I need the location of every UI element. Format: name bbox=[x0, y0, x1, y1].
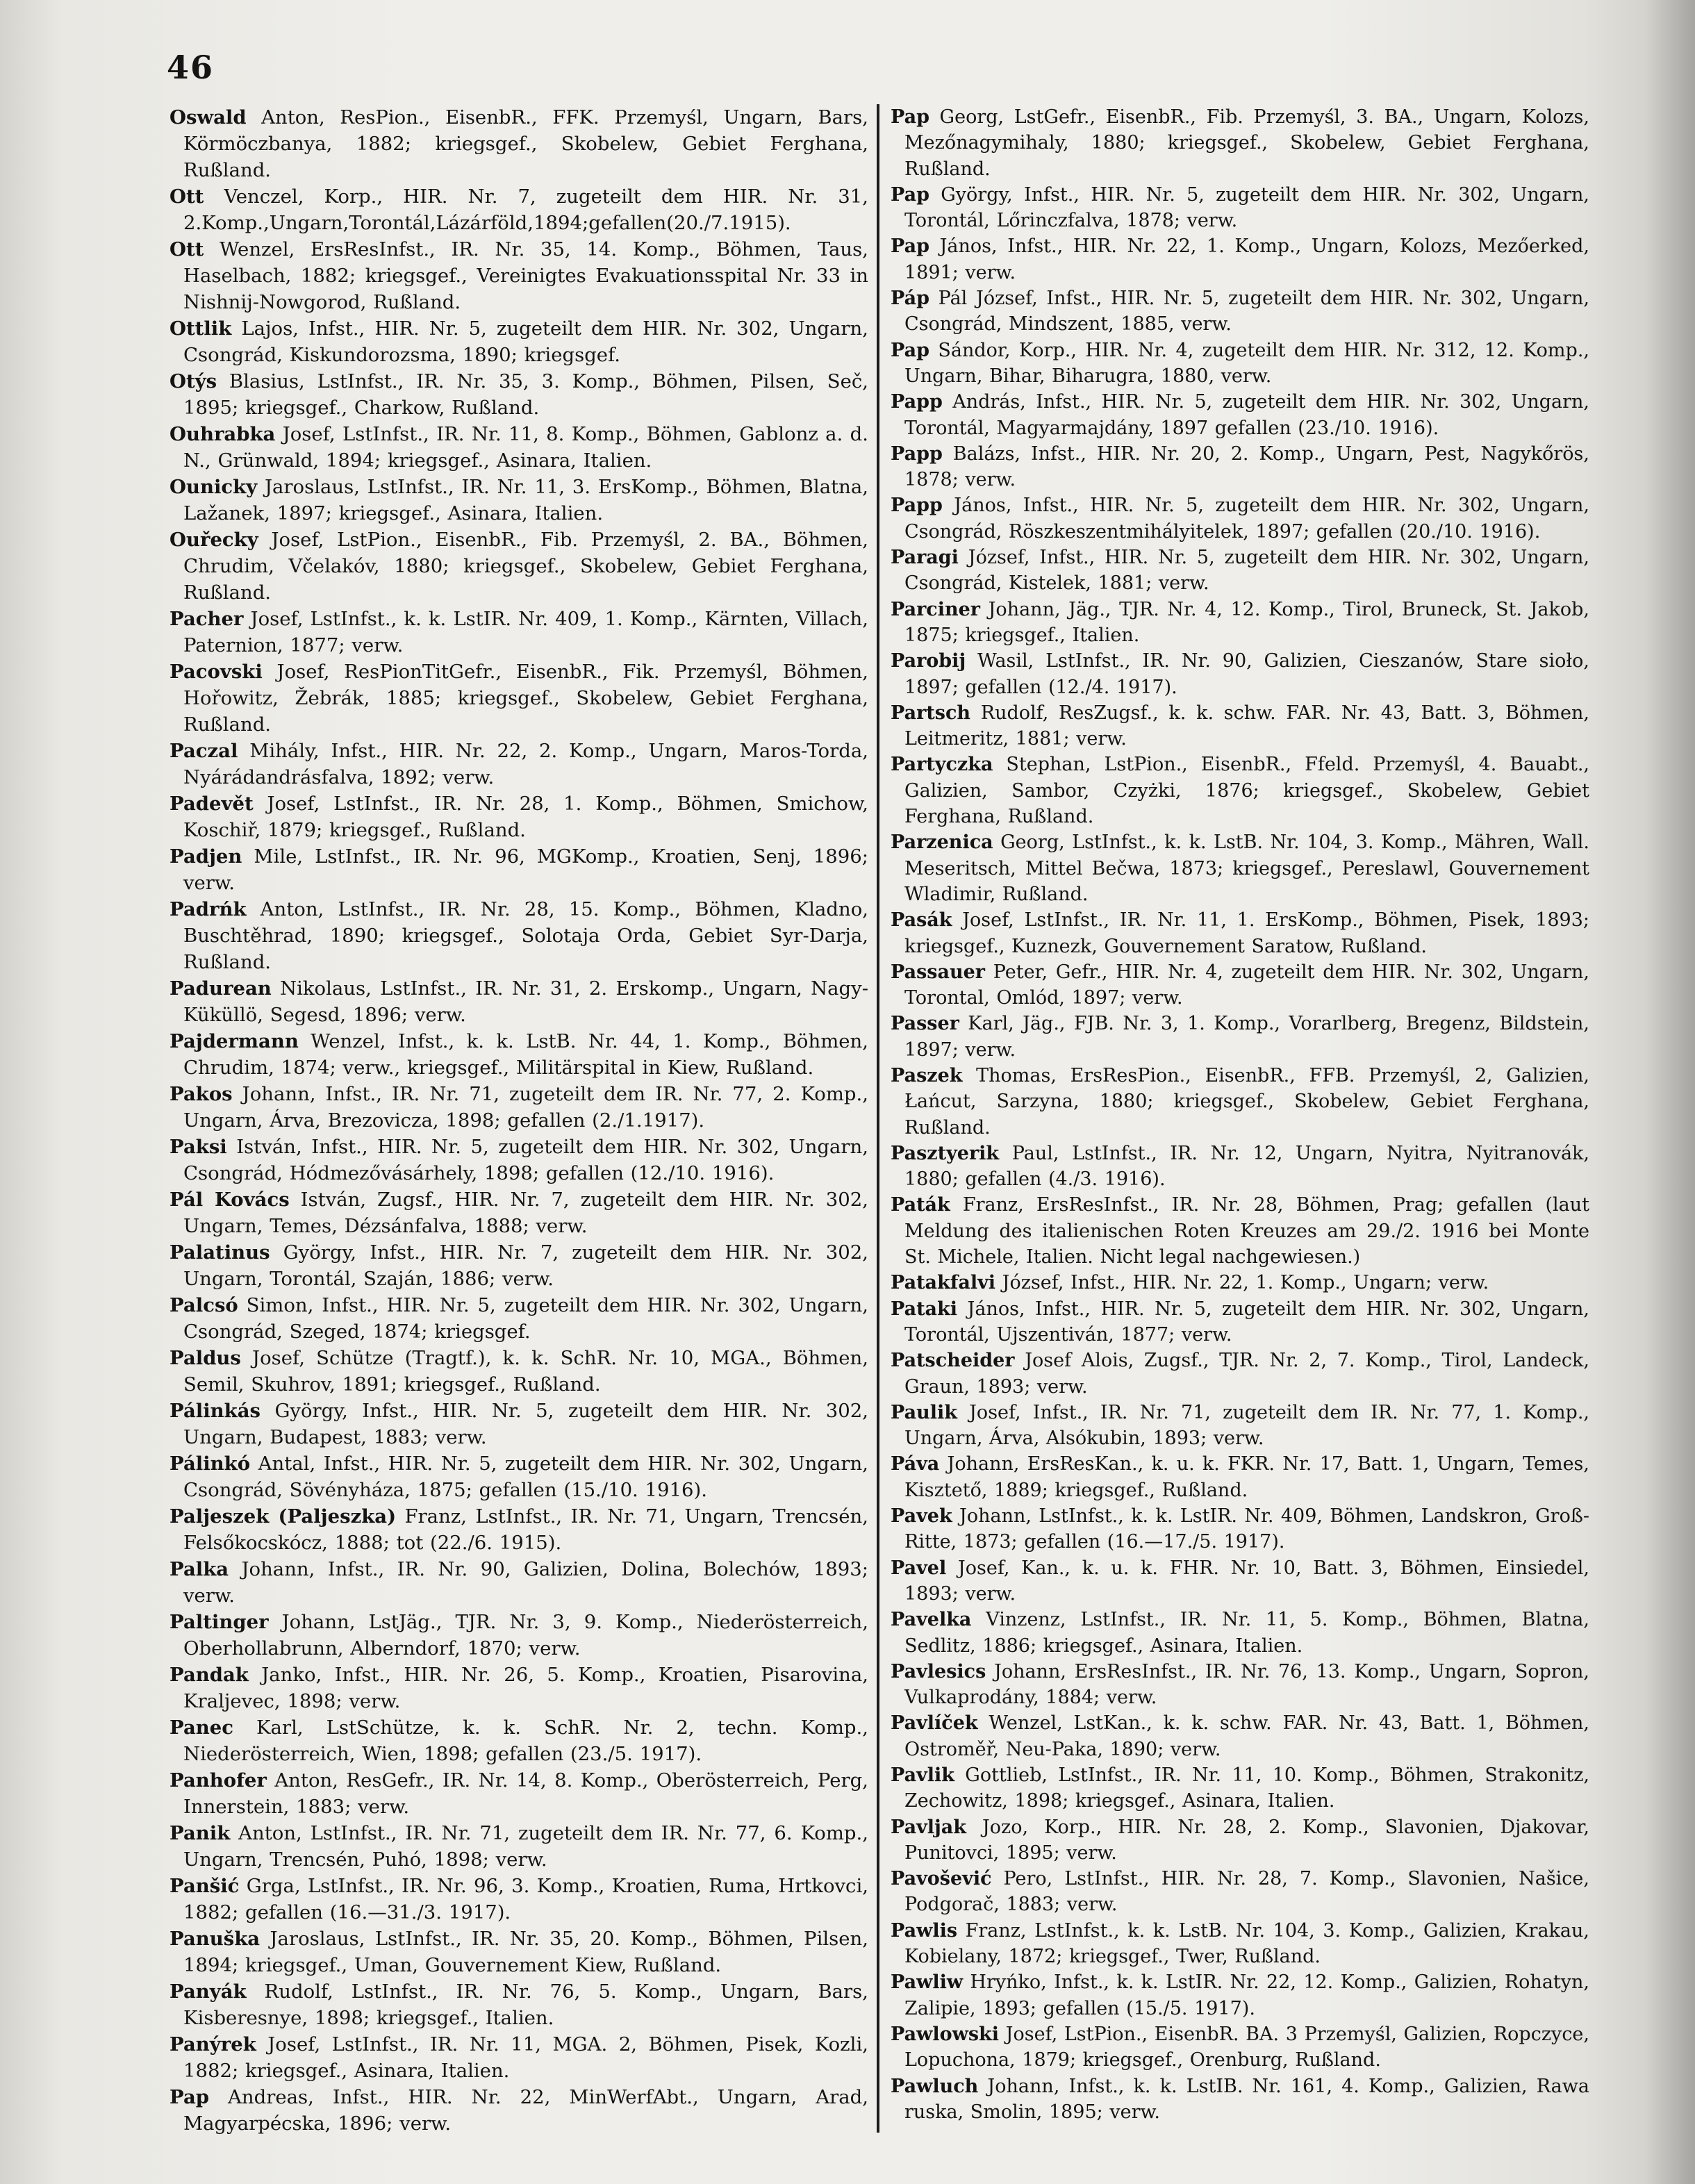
casualty-entry bbox=[170, 1873, 868, 1926]
casualty-entry bbox=[891, 1192, 1589, 1270]
entry-surname: Pawliw bbox=[891, 1971, 964, 1994]
entry-details: Janko, Infst., HIR. Nr. 26, 5. Komp., Kroatien, Pisarovina, Kraljevec, 1898; verw. bbox=[183, 1664, 868, 1712]
entry-details: Stephan, LstPion., EisenbR., Ffeld. Przemyśl, 4. Bauabt., Galizien, Sambor, Czyżki, 1876; kriegsgef., Skobelew, Gebiet Ferghana, Rußland. bbox=[904, 754, 1589, 828]
entry-surname: Pajdermann bbox=[170, 1030, 299, 1052]
casualty-entry bbox=[891, 2074, 1589, 2126]
entry-surname: Parzenica bbox=[891, 832, 993, 854]
casualty-entry bbox=[170, 1714, 868, 1767]
entry-details: Nikolaus, LstInfst., IR. Nr. 31, 2. Erskomp., Ungarn, Nagy-Küküllö, Segesd, 1896; verw. bbox=[183, 977, 868, 1026]
casualty-entry bbox=[170, 1820, 868, 1873]
entry-surname: Parobij bbox=[891, 650, 966, 672]
entry-surname: Pap bbox=[170, 2086, 209, 2108]
casualty-entry bbox=[170, 1081, 868, 1134]
entry-surname: Pacher bbox=[170, 608, 244, 630]
entry-surname: Papp bbox=[891, 391, 943, 413]
entry-surname: Passer bbox=[891, 1013, 959, 1035]
entry-details: József, Infst., HIR. Nr. 5, zugeteilt dem HIR. Nr. 302, Ungarn, Csongrád, Kistelek, 1881; verw. bbox=[904, 547, 1589, 595]
entry-details: Josef, LstInfst., IR. Nr. 28, 1. Komp., Böhmen, Smichow, Koschiř, 1879; kriegsgef., Rußland. bbox=[183, 793, 868, 841]
entry-details: Wenzel, ErsResInfst., IR. Nr. 35, 14. Komp., Böhmen, Taus, Haselbach, 1882; kriegsgef., Vereinigtes Evakuationsspital Nr. 33 in Nishnij-Nowgorod, Rußland. bbox=[183, 238, 868, 313]
entry-surname: Panuška bbox=[170, 1928, 261, 1950]
entry-details: Johann, ErsResKan., k. u. k. FKR. Nr. 17, Batt. 1, Ungarn, Temes, Kisztető, 1889; kriegsgef., Rußland. bbox=[904, 1453, 1589, 1501]
entry-details: Andreas, Infst., HIR. Nr. 22, MinWerfAbt., Ungarn, Arad, Magyarpécska, 1896; verw. bbox=[183, 2086, 868, 2135]
casualty-entry bbox=[170, 1028, 868, 1081]
entry-surname: Pawlis bbox=[891, 1919, 958, 1942]
entry-details: Johann, LstInfst., k. k. LstIR. Nr. 409, Böhmen, Landskron, Groß-Ritte, 1873; gefallen (16.—17./5. 1917). bbox=[904, 1505, 1589, 1553]
entry-details: György, Infst., HIR. Nr. 5, zugeteilt dem HIR. Nr. 302, Ungarn, Budapest, 1883; verw. bbox=[183, 1400, 868, 1448]
entry-details: Mihály, Infst., HIR. Nr. 22, 2. Komp., Ungarn, Maros-Torda, Nyárádandrásfalva, 1892; verw. bbox=[183, 740, 868, 788]
entry-surname: Pap bbox=[891, 339, 929, 361]
page-edge-shadow bbox=[1645, 0, 1695, 2184]
entry-surname: Pasák bbox=[891, 909, 952, 932]
entry-surname: Pavljak bbox=[891, 1816, 966, 1838]
entry-surname: Pavlíček bbox=[891, 1712, 978, 1735]
entry-surname: Pataki bbox=[891, 1298, 958, 1320]
entry-details: Hryńko, Infst., k. k. LstIR. Nr. 22, 12. Komp., Galizien, Rohatyn, Zalipie, 1893; gefallen (15./5. 1917). bbox=[904, 1971, 1589, 2019]
entry-surname: Panýrek bbox=[170, 2033, 256, 2055]
casualty-entry bbox=[891, 104, 1589, 182]
entry-details: Wasil, LstInfst., IR. Nr. 90, Galizien, Cieszanów, Stare sioło, 1897; gefallen (12./4. 1917). bbox=[904, 650, 1589, 698]
casualty-entry bbox=[170, 236, 868, 315]
casualty-entry bbox=[170, 1556, 868, 1609]
entry-details: Blasius, LstInfst., IR. Nr. 35, 3. Komp., Böhmen, Pilsen, Seč, 1895; kriegsgef., Charkow, Rußland. bbox=[183, 370, 868, 419]
entry-details: Sándor, Korp., HIR. Nr. 4, zugeteilt dem HIR. Nr. 312, 12. Komp., Ungarn, Bihar, Biharugra, 1880, verw. bbox=[904, 339, 1589, 387]
casualty-entry bbox=[891, 1141, 1589, 1193]
casualty-entry bbox=[170, 896, 868, 975]
entry-details: Anton, ResGefr., IR. Nr. 14, 8. Komp., Oberösterreich, Perg, Innerstein, 1883; verw. bbox=[183, 1769, 868, 1818]
casualty-entry bbox=[891, 1451, 1589, 1503]
casualty-entry bbox=[170, 104, 868, 183]
entry-details: János, Infst., HIR. Nr. 22, 1. Komp., Ungarn, Kolozs, Mezőerked, 1891; verw. bbox=[904, 235, 1589, 283]
entry-surname: Ottlik bbox=[170, 317, 232, 340]
entry-details: Johann, Infst., IR. Nr. 71, zugeteilt dem IR. Nr. 77, 2. Komp., Ungarn, Árva, Brezovicza, 1898; gefallen (2./1.1917). bbox=[183, 1083, 868, 1132]
entry-surname: Partyczka bbox=[891, 754, 993, 776]
casualty-entry bbox=[891, 1659, 1589, 1711]
casualty-entry bbox=[891, 648, 1589, 700]
entry-surname: Páva bbox=[891, 1453, 940, 1475]
entry-details: Josef, LstInfst., k. k. LstIR. Nr. 409, 1. Komp., Kärnten, Villach, Paternion, 1877; verw. bbox=[183, 608, 868, 656]
casualty-entry bbox=[891, 1710, 1589, 1762]
page-number: 46 bbox=[167, 49, 215, 86]
entry-surname: Padrńk bbox=[170, 898, 247, 920]
entry-details: Mile, LstInfst., IR. Nr. 96, MGKomp., Kroatien, Senj, 1896; verw. bbox=[183, 845, 868, 894]
column-divider bbox=[877, 104, 879, 2133]
casualty-entry bbox=[891, 752, 1589, 829]
entry-surname: Paták bbox=[891, 1194, 950, 1216]
casualty-entry bbox=[891, 1400, 1589, 1452]
entry-details: András, Infst., HIR. Nr. 5, zugeteilt dem HIR. Nr. 302, Ungarn, Torontál, Magyarmajdány, 1897 gefallen (23./10. 1916). bbox=[904, 391, 1589, 439]
casualty-entry bbox=[891, 1348, 1589, 1400]
entry-surname: Panyák bbox=[170, 1980, 247, 2003]
entry-details: Johann, Infst., k. k. LstIB. Nr. 161, 4. Komp., Galizien, Rawa ruska, Smolin, 1895; verw. bbox=[904, 2075, 1589, 2123]
entry-details: Balázs, Infst., HIR. Nr. 20, 2. Komp., Ungarn, Pest, Nagykőrös, 1878; verw. bbox=[904, 442, 1589, 491]
entry-surname: Ott bbox=[170, 185, 204, 208]
entry-details: István, Infst., HIR. Nr. 5, zugeteilt dem HIR. Nr. 302, Ungarn, Csongrád, Hódmezővásárhely, 1898; gefallen (12./10. 1916). bbox=[183, 1136, 868, 1184]
entry-surname: Pavlik bbox=[891, 1764, 954, 1786]
entry-details: Thomas, ErsResPion., EisenbR., FFB. Przemyśl, 2, Galizien, Łańcut, Sarzyna, 1880; kriegsgef., Skobelew, Gebiet Ferghana, Rußland. bbox=[904, 1064, 1589, 1139]
entry-surname: Papp bbox=[891, 495, 943, 517]
entry-surname: Passauer bbox=[891, 961, 986, 983]
entry-surname: Paragi bbox=[891, 547, 959, 569]
entry-details: Pero, LstInfst., HIR. Nr. 28, 7. Komp., Slavonien, Našice, Podgorač, 1883; verw. bbox=[904, 1868, 1589, 1916]
entry-details: Jozo, Korp., HIR. Nr. 28, 2. Komp., Slavonien, Djakovar, Punitovci, 1895; verw. bbox=[904, 1816, 1589, 1864]
entry-surname: Pálinkó bbox=[170, 1453, 251, 1475]
entry-surname: Palatinus bbox=[170, 1241, 270, 1264]
entry-surname: Panik bbox=[170, 1822, 231, 1844]
entry-surname: Padurean bbox=[170, 977, 272, 1000]
entry-details: Anton, LstInfst., IR. Nr. 71, zugeteilt dem IR. Nr. 77, 6. Komp., Ungarn, Trencsén, Puhó, 1898; verw. bbox=[183, 1822, 868, 1871]
entry-surname: Paltinger bbox=[170, 1611, 269, 1633]
casualty-entry bbox=[891, 1918, 1589, 1970]
casualty-entry bbox=[170, 1239, 868, 1292]
casualty-entry bbox=[891, 1762, 1589, 1814]
casualty-entry bbox=[891, 286, 1589, 338]
entry-surname: Oswald bbox=[170, 106, 247, 129]
entry-details: Grga, LstInfst., IR. Nr. 96, 3. Komp., Kroatien, Ruma, Hrtkovci, 1882; gefallen (16.—31./3. 1917). bbox=[183, 1875, 868, 1924]
entry-details: Josef, Infst., IR. Nr. 71, zugeteilt dem IR. Nr. 77, 1. Komp., Ungarn, Árva, Alsókubin, 1893; verw. bbox=[904, 1401, 1589, 1450]
entry-surname: Pap bbox=[891, 183, 929, 206]
casualty-entry bbox=[170, 1134, 868, 1186]
casualty-entry bbox=[891, 1011, 1589, 1063]
entry-details: Paul, LstInfst., IR. Nr. 12, Ungarn, Nyitra, Nyitranovák, 1880; gefallen (4./3. 1916). bbox=[904, 1142, 1589, 1191]
entry-details: Rudolf, ResZugsf., k. k. schw. FAR. Nr. 43, Batt. 3, Böhmen, Leitmeritz, 1881; verw. bbox=[904, 702, 1589, 750]
entry-details: Franz, LstInfst., k. k. LstB. Nr. 104, 3. Komp., Galizien, Krakau, Kobielany, 1872; kriegsgef., Twer, Rußland. bbox=[904, 1919, 1589, 1968]
casualty-entry bbox=[891, 441, 1589, 493]
entry-surname: Páp bbox=[891, 288, 929, 310]
casualty-entry bbox=[170, 421, 868, 474]
entry-surname: Patakfalvi bbox=[891, 1272, 996, 1294]
entry-surname: Ouřecky bbox=[170, 529, 258, 551]
entry-surname: Pavošević bbox=[891, 1868, 992, 1890]
casualty-entry bbox=[170, 1609, 868, 1662]
entry-details: Josef, Schütze (Tragtf.), k. k. SchR. Nr. 10, MGA., Böhmen, Semil, Skuhrov, 1891; kriegsgef., Rußland. bbox=[183, 1347, 868, 1396]
casualty-entry bbox=[170, 975, 868, 1028]
casualty-entry bbox=[891, 389, 1589, 441]
entry-details: Peter, Gefr., HIR. Nr. 4, zugeteilt dem HIR. Nr. 302, Ungarn, Torontal, Omlód, 1897; verw. bbox=[904, 961, 1589, 1009]
casualty-entry bbox=[891, 1969, 1589, 2021]
casualty-entry bbox=[891, 700, 1589, 752]
entry-surname: Panhofer bbox=[170, 1769, 267, 1792]
casualty-entry bbox=[170, 1662, 868, 1714]
casualty-entry bbox=[170, 527, 868, 606]
casualty-entry bbox=[170, 1398, 868, 1450]
entry-details: István, Zugsf., HIR. Nr. 7, zugeteilt dem HIR. Nr. 302, Ungarn, Temes, Dézsánfalva, 1888; verw. bbox=[183, 1189, 868, 1237]
entry-details: Josef, ResPionTitGefr., EisenbR., Fik. Przemyśl, Böhmen, Hořowitz, Žebrák, 1885; kriegsgef., Skobelew, Gebiet Ferghana, Rußland. bbox=[183, 661, 868, 736]
entry-details: János, Infst., HIR. Nr. 5, zugeteilt dem HIR. Nr. 302, Ungarn, Torontál, Ujszentiván, 1877; verw. bbox=[904, 1298, 1589, 1346]
left-column bbox=[170, 104, 868, 2137]
casualty-entry bbox=[170, 843, 868, 896]
entry-details: Anton, LstInfst., IR. Nr. 28, 15. Komp., Böhmen, Kladno, Buschtěhrad, 1890; kriegsgef., Solotaja Orda, Gebiet Syr-Darja, Rußland. bbox=[183, 898, 868, 973]
casualty-entry bbox=[891, 597, 1589, 649]
casualty-entry bbox=[891, 493, 1589, 545]
casualty-entry bbox=[170, 315, 868, 368]
entry-surname: Pavelka bbox=[891, 1609, 972, 1631]
casualty-entry bbox=[170, 791, 868, 843]
entry-details: János, Infst., HIR. Nr. 5, zugeteilt dem HIR. Nr. 302, Ungarn, Csongrád, Röszkeszentmihályitelek, 1897; gefallen (20./10. 1916). bbox=[904, 495, 1589, 543]
entry-surname: Pap bbox=[891, 235, 929, 258]
entry-surname: Otýs bbox=[170, 370, 217, 392]
entry-surname: Patscheider bbox=[891, 1350, 1015, 1372]
entry-surname: Panec bbox=[170, 1716, 233, 1739]
entry-surname: Pavlesics bbox=[891, 1660, 986, 1682]
entry-surname: Pavek bbox=[891, 1505, 952, 1528]
entry-details: Johann, ErsResInfst., IR. Nr. 76, 13. Komp., Ungarn, Sopron, Vulkaprodány, 1884; verw. bbox=[904, 1660, 1589, 1709]
entry-details: Josef, Kan., k. u. k. FHR. Nr. 10, Batt. 3, Böhmen, Einsiedel, 1893; verw. bbox=[904, 1557, 1589, 1605]
casualty-entry bbox=[170, 2084, 868, 2137]
entry-details: Pál József, Infst., HIR. Nr. 5, zugeteilt dem HIR. Nr. 302, Ungarn, Csongrád, Mindszent, 1885, verw. bbox=[904, 288, 1589, 336]
entry-details: Josef, LstInfst., IR. Nr. 11, 8. Komp., Böhmen, Gablonz a. d. N., Grünwald, 1894; kriegsgef., Asinara, Italien. bbox=[183, 423, 868, 472]
entry-surname: Padevět bbox=[170, 793, 254, 815]
entry-surname: Paksi bbox=[170, 1136, 227, 1158]
entry-details: Gottlieb, LstInfst., IR. Nr. 11, 10. Komp., Böhmen, Strakonitz, Zechowitz, 1898; kriegsgef., Asinara, Italien. bbox=[904, 1764, 1589, 1812]
casualty-entry bbox=[170, 738, 868, 791]
casualty-entry bbox=[170, 1503, 868, 1556]
entry-details: Lajos, Infst., HIR. Nr. 5, zugeteilt dem HIR. Nr. 302, Ungarn, Csongrád, Kiskundorozsma, 1890; kriegsgef. bbox=[183, 317, 868, 366]
casualty-entry bbox=[891, 1296, 1589, 1348]
casualty-entry bbox=[891, 182, 1589, 234]
entry-details: Wenzel, Infst., k. k. LstB. Nr. 44, 1. Komp., Böhmen, Chrudim, 1874; verw., kriegsgef., Militärspital in Kiew, Rußland. bbox=[183, 1030, 868, 1079]
entry-details: Karl, LstSchütze, k. k. SchR. Nr. 2, techn. Komp., Niederösterreich, Wien, 1898; gefallen (23./5. 1917). bbox=[183, 1716, 868, 1765]
entry-surname: Paczal bbox=[170, 740, 238, 762]
entry-surname: Pasztyerik bbox=[891, 1142, 1000, 1164]
entry-details: Karl, Jäg., FJB. Nr. 3, 1. Komp., Vorarlberg, Bregenz, Bildstein, 1897; verw. bbox=[904, 1013, 1589, 1061]
casualty-entry bbox=[891, 338, 1589, 390]
casualty-entry bbox=[891, 2021, 1589, 2074]
entry-surname: Pacovski bbox=[170, 661, 263, 683]
casualty-entry bbox=[891, 1503, 1589, 1555]
casualty-entry bbox=[170, 606, 868, 659]
casualty-entry bbox=[891, 1607, 1589, 1659]
entry-surname: Parciner bbox=[891, 598, 981, 620]
casualty-entry bbox=[891, 1866, 1589, 1918]
casualty-entry bbox=[170, 1292, 868, 1345]
entry-surname: Paulik bbox=[891, 1401, 957, 1423]
entry-surname: Ott bbox=[170, 238, 204, 260]
casualty-entry bbox=[170, 1926, 868, 1978]
casualty-entry bbox=[891, 959, 1589, 1011]
entry-details: György, Infst., HIR. Nr. 5, zugeteilt dem HIR. Nr. 302, Ungarn, Torontál, Lőrinczfalva, 1878; verw. bbox=[904, 183, 1589, 232]
casualty-entry bbox=[891, 1270, 1589, 1296]
entry-details: Georg, LstGefr., EisenbR., Fib. Przemyśl, 3. BA., Ungarn, Kolozs, Mezőnagymihaly, 1880; kriegsgef., Skobelew, Gebiet Ferghana, Rußland. bbox=[904, 106, 1589, 180]
entry-surname: Palcsó bbox=[170, 1294, 238, 1316]
entry-details: Jaroslaus, LstInfst., IR. Nr. 11, 3. ErsKomp., Böhmen, Blatna, Lažanek, 1897; kriegsgef., Asinara, Italien. bbox=[183, 476, 868, 524]
entry-details: Venczel, Korp., HIR. Nr. 7, zugeteilt dem HIR. Nr. 31, 2.Komp.,Ungarn,Torontál,Lázárföld,1894;gefallen(20./7.1915). bbox=[183, 185, 868, 234]
entry-details: Simon, Infst., HIR. Nr. 5, zugeteilt dem HIR. Nr. 302, Ungarn, Csongrád, Szeged, 1874; kriegsgef. bbox=[183, 1294, 868, 1343]
entry-details: Josef, LstInfst., IR. Nr. 11, 1. ErsKomp., Böhmen, Pisek, 1893; kriegsgef., Kuznezk, Gouvernement Saratow, Rußland. bbox=[904, 909, 1589, 957]
casualty-entry bbox=[891, 1814, 1589, 1867]
entry-surname: Pawluch bbox=[891, 2075, 979, 2097]
casualty-entry bbox=[170, 474, 868, 527]
casualty-entry bbox=[170, 1345, 868, 1398]
entry-details: Johann, Jäg., TJR. Nr. 4, 12. Komp., Tirol, Bruneck, St. Jakob, 1875; kriegsgef., Italien. bbox=[904, 598, 1589, 646]
entry-surname: Ouhrabka bbox=[170, 423, 276, 445]
casualty-entry bbox=[891, 829, 1589, 907]
entry-details: Jaroslaus, LstInfst., IR. Nr. 35, 20. Komp., Böhmen, Pilsen, 1894; kriegsgef., Uman, Gouvernement Kiew, Rußland. bbox=[183, 1928, 868, 1976]
entry-surname: Pálinkás bbox=[170, 1400, 261, 1422]
entry-surname: Papp bbox=[891, 442, 943, 465]
entry-surname: Ounicky bbox=[170, 476, 258, 498]
entry-details: Johann, Infst., IR. Nr. 90, Galizien, Dolina, Bolechów, 1893; verw. bbox=[183, 1558, 868, 1607]
entry-details: Anton, ResPion., EisenbR., FFK. Przemyśl, Ungarn, Bars, Körmöczbanya, 1882; kriegsgef., Skobelew, Gebiet Ferghana, Rußland. bbox=[183, 106, 868, 181]
entry-details: József, Infst., HIR. Nr. 22, 1. Komp., Ungarn; verw. bbox=[995, 1272, 1489, 1294]
casualty-entry bbox=[170, 183, 868, 236]
casualty-entry bbox=[170, 1186, 868, 1239]
entry-details: György, Infst., HIR. Nr. 7, zugeteilt dem HIR. Nr. 302, Ungarn, Torontál, Szaján, 1886; verw. bbox=[183, 1241, 868, 1290]
entry-surname: Paldus bbox=[170, 1347, 241, 1369]
entry-surname: Pawlowski bbox=[891, 2023, 999, 2045]
entry-surname: Paljeszek (Paljeszka) bbox=[170, 1505, 397, 1528]
casualty-entry bbox=[891, 233, 1589, 286]
entry-surname: Partsch bbox=[891, 702, 971, 724]
entry-details: Antal, Infst., HIR. Nr. 5, zugeteilt dem HIR. Nr. 302, Ungarn, Csongrád, Sövényháza, 1875; gefallen (15./10. 1916). bbox=[183, 1453, 868, 1501]
entry-surname: Pál Kovács bbox=[170, 1189, 290, 1211]
entry-surname: Pap bbox=[891, 106, 929, 128]
casualty-entry bbox=[170, 368, 868, 421]
casualty-entry bbox=[170, 659, 868, 738]
casualty-entry bbox=[891, 545, 1589, 597]
entry-surname: Palka bbox=[170, 1558, 229, 1580]
entry-details: Wenzel, LstKan., k. k. schw. FAR. Nr. 43, Batt. 1, Böhmen, Ostroměř, Neu-Paka, 1890; verw. bbox=[904, 1712, 1589, 1760]
casualty-entry bbox=[170, 1978, 868, 2031]
entry-details: Rudolf, LstInfst., IR. Nr. 76, 5. Komp., Ungarn, Bars, Kisberesnye, 1898; kriegsgef., Italien. bbox=[183, 1980, 868, 2029]
entry-details: Georg, LstInfst., k. k. LstB. Nr. 104, 3. Komp., Mähren, Wall. Meseritsch, Mittel Bečwa, 1873; kriegsgef., Pereslawl, Gouvernement Wladimir, Rußland. bbox=[904, 832, 1589, 905]
casualty-entry bbox=[170, 1767, 868, 1820]
entry-details: Josef, LstPion., EisenbR., Fib. Przemyśl, 2. BA., Böhmen, Chrudim, Včelakóv, 1880; kriegsgef., Skobelew, Gebiet Ferghana, Rußland. bbox=[183, 529, 868, 604]
entry-details: Josef, LstInfst., IR. Nr. 11, MGA. 2, Böhmen, Pisek, Kozli, 1882; kriegsgef., Asinara, Italien. bbox=[183, 2033, 868, 2082]
entry-details: Josef Alois, Zugsf., TJR. Nr. 2, 7. Komp., Tirol, Landeck, Graun, 1893; verw. bbox=[904, 1350, 1589, 1398]
entry-surname: Padjen bbox=[170, 845, 242, 868]
casualty-entry bbox=[170, 1450, 868, 1503]
right-column bbox=[891, 104, 1589, 2125]
entry-surname: Panšić bbox=[170, 1875, 240, 1897]
casualty-entry bbox=[170, 2031, 868, 2084]
entry-surname: Paszek bbox=[891, 1064, 963, 1086]
entry-details: Franz, ErsResInfst., IR. Nr. 28, Böhmen, Prag; gefallen (laut Meldung des italienischen Roten Kreuzes am 29./2. 1916 bei Monte St. Michele, Italien. Nicht legal nachgewiesen.) bbox=[904, 1194, 1589, 1268]
entry-details: Franz, LstInfst., IR. Nr. 71, Ungarn, Trencsén, Felsőkocskócz, 1888; tot (22./6. 1915). bbox=[183, 1505, 869, 1554]
entry-details: Josef, LstPion., EisenbR. BA. 3 Przemyśl, Galizien, Ropczyce, Lopuchona, 1879; kriegsgef., Orenburg, Rußland. bbox=[904, 2023, 1589, 2071]
casualty-entry bbox=[891, 1063, 1589, 1141]
entry-details: Johann, LstJäg., TJR. Nr. 3, 9. Komp., Niederösterreich, Oberhollabrunn, Alberndorf, 1870; verw. bbox=[183, 1611, 868, 1660]
casualty-entry bbox=[891, 907, 1589, 959]
entry-surname: Pandak bbox=[170, 1664, 249, 1686]
casualty-entry bbox=[891, 1555, 1589, 1607]
entry-details: Vinzenz, LstInfst., IR. Nr. 11, 5. Komp., Böhmen, Blatna, Sedlitz, 1886; kriegsgef., Asinara, Italien. bbox=[904, 1609, 1589, 1657]
entry-surname: Pakos bbox=[170, 1083, 233, 1105]
entry-surname: Pavel bbox=[891, 1557, 947, 1579]
